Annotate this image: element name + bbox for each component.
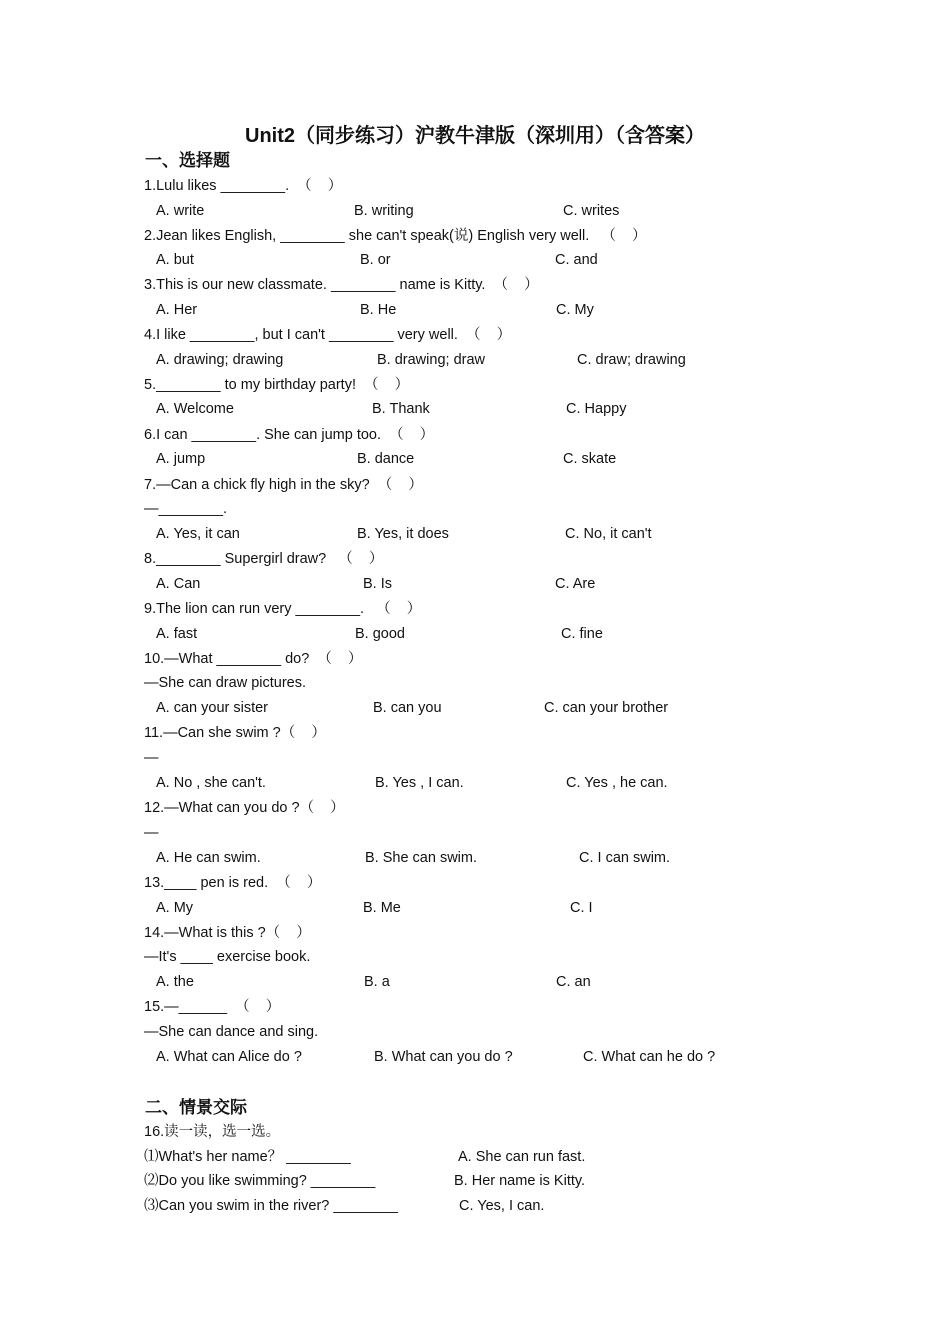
question-11-option-c: C. Yes , he can. [566, 775, 668, 791]
question-1-stem: 1.Lulu likes ________. （ ） [144, 178, 343, 194]
question-16-item-2: ⑵Do you like swimming? ________ [144, 1173, 376, 1189]
question-10-option-b: B. can you [373, 700, 442, 716]
question-6-option-c: C. skate [563, 451, 617, 467]
question-12-option-b: B. She can swim. [365, 850, 478, 866]
question-14-stem: 14.—What is this ?（ ） [144, 925, 311, 941]
question-16-option-a: A. She can run fast. [458, 1149, 586, 1165]
question-8-option-b: B. Is [363, 576, 393, 592]
question-14-option-b: B. a [364, 974, 390, 990]
question-14-option-c: C. an [556, 974, 591, 990]
question-15-stem: 15.—______ （ ） [144, 999, 281, 1015]
question-9-stem: 9.The lion can run very ________. （ ） [144, 601, 422, 617]
question-16-option-c: C. Yes, I can. [459, 1198, 545, 1214]
question-4-option-b: B. drawing; draw [377, 352, 485, 368]
question-5-option-c: C. Happy [566, 401, 627, 417]
question-12-option-a: A. He can swim. [156, 850, 261, 866]
question-7-option-c: C. No, it can't [565, 526, 652, 542]
question-11-option-b: B. Yes , I can. [375, 775, 464, 791]
question-16-stem: 16.读一读，选一选。 [144, 1124, 281, 1140]
question-2-option-b: B. or [360, 252, 391, 268]
question-15-option-b: B. What can you do ? [374, 1049, 513, 1065]
question-6-option-a: A. jump [156, 451, 206, 467]
question-13-stem: 13.____ pen is red. （ ） [144, 875, 322, 891]
question-6-stem: 6.I can ________. She can jump too. （ ） [144, 427, 435, 443]
question-3-option-c: C. My [556, 302, 594, 318]
question-12-option-c: C. I can swim. [579, 850, 671, 866]
question-14-option-a: A. the [156, 974, 194, 990]
page-title: Unit2（同步练习）沪教牛津版（深圳用）（含答案） [245, 125, 705, 147]
question-13-option-b: B. Me [363, 900, 401, 916]
question-4-option-c: C. draw; drawing [577, 352, 686, 368]
question-5-option-b: B. Thank [372, 401, 430, 417]
question-4-stem: 4.I like ________, but I can't ________ very well. （ ） [144, 327, 512, 343]
question-14-answer-line: —It's ____ exercise book. [144, 949, 311, 965]
question-10-answer-line: —She can draw pictures. [144, 675, 306, 691]
question-7-answer-line: —________. [144, 501, 228, 517]
question-10-stem: 10.—What ________ do? （ ） [144, 651, 363, 667]
question-16-item-3: ⑶Can you swim in the river? ________ [144, 1198, 398, 1214]
question-7-option-a: A. Yes, it can [156, 526, 240, 542]
question-1-option-a: A. write [156, 203, 205, 219]
question-6-option-b: B. dance [357, 451, 415, 467]
question-12-stem: 12.—What can you do ?（ ） [144, 800, 345, 816]
question-11-stem: 11.—Can she swim ?（ ） [144, 725, 326, 741]
question-9-option-c: C. fine [561, 626, 603, 642]
question-4-option-a: A. drawing; drawing [156, 352, 284, 368]
question-5-stem: 5.________ to my birthday party! （ ） [144, 377, 410, 393]
question-5-option-a: A. Welcome [156, 401, 234, 417]
question-3-option-a: A. Her [156, 302, 198, 318]
section-heading-dialogue: 二、情景交际 [145, 1098, 247, 1117]
question-1-option-c: C. writes [563, 203, 620, 219]
question-13-option-c: C. I [570, 900, 593, 916]
question-11-answer-line: — [144, 750, 159, 766]
question-2-stem: 2.Jean likes English, ________ she can't speak(说) English very well. （ ） [144, 228, 647, 244]
question-16-option-b: B. Her name is Kitty. [454, 1173, 586, 1189]
question-8-stem: 8.________ Supergirl draw? （ ） [144, 551, 384, 567]
question-15-option-a: A. What can Alice do ? [156, 1049, 302, 1065]
question-16-item-1: ⑴What's her name？ ________ [144, 1149, 351, 1165]
question-8-option-a: A. Can [156, 576, 201, 592]
section-heading-choice: 一、选择题 [145, 151, 230, 170]
question-7-option-b: B. Yes, it does [357, 526, 449, 542]
question-1-option-b: B. writing [354, 203, 414, 219]
question-15-option-c: C. What can he do ? [583, 1049, 716, 1065]
question-3-option-b: B. He [360, 302, 397, 318]
question-8-option-c: C. Are [555, 576, 596, 592]
question-12-answer-line: — [144, 825, 159, 841]
question-9-option-a: A. fast [156, 626, 198, 642]
question-10-option-c: C. can your brother [544, 700, 669, 716]
question-2-option-c: C. and [555, 252, 598, 268]
question-15-answer-line: —She can dance and sing. [144, 1024, 319, 1040]
question-11-option-a: A. No , she can't. [156, 775, 266, 791]
question-7-stem: 7.—Can a chick fly high in the sky? （ ） [144, 477, 423, 493]
question-10-option-a: A. can your sister [156, 700, 269, 716]
question-13-option-a: A. My [156, 900, 194, 916]
question-9-option-b: B. good [355, 626, 405, 642]
question-2-option-a: A. but [156, 252, 194, 268]
question-3-stem: 3.This is our new classmate. ________ name is Kitty. （ ） [144, 277, 539, 293]
